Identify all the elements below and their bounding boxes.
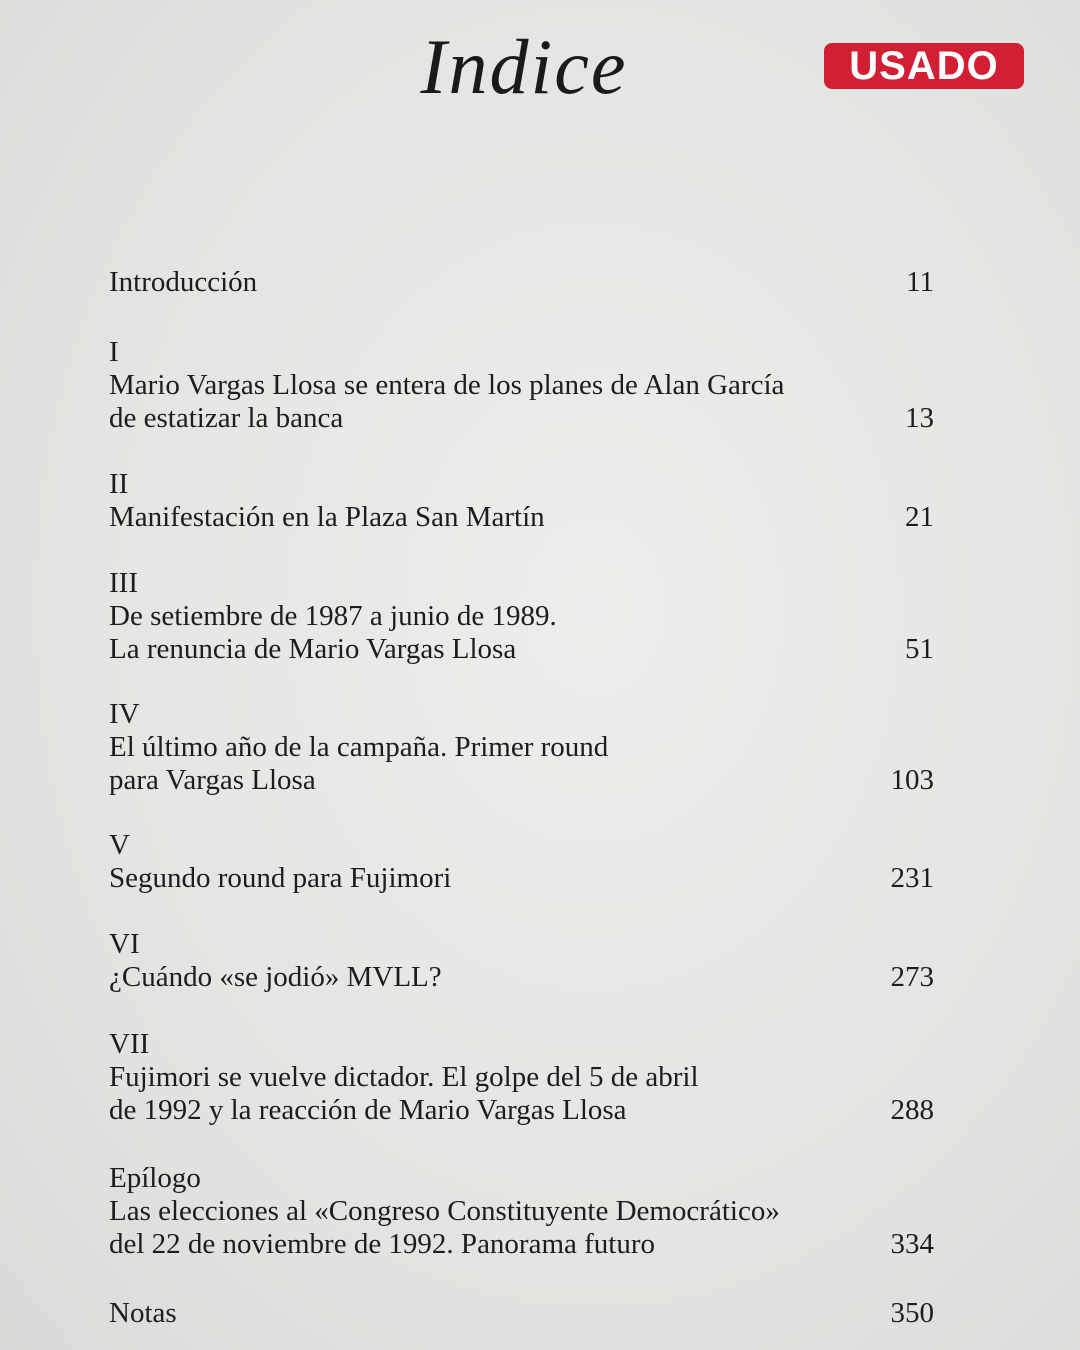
toc-entry-chapter-5 <box>109 829 934 895</box>
toc-page-number: 21 <box>905 501 934 533</box>
toc-entry-title-line: de 1992 y la reacción de Mario Vargas Llosa <box>109 1094 627 1126</box>
toc-entry-title: Introducción <box>109 266 258 298</box>
chapter-numeral: Epílogo <box>109 1162 201 1194</box>
toc-page-number: 334 <box>890 1228 934 1260</box>
toc-entry-chapter-1 <box>109 336 934 435</box>
toc-entry-title-line: Fujimori se vuelve dictador. El golpe del 5 de abril <box>109 1061 699 1093</box>
toc-entry-chapter-7 <box>109 1028 934 1127</box>
toc-entry-introduccion <box>109 266 934 299</box>
toc-page-number: 231 <box>890 862 934 894</box>
toc-page-number: 11 <box>906 266 934 298</box>
toc-entry-title-line: Manifestación en la Plaza San Martín <box>109 501 545 533</box>
toc-page-number: 273 <box>890 961 934 993</box>
chapter-numeral: V <box>109 829 130 861</box>
toc-page-number: 51 <box>905 633 934 665</box>
toc-entry-title-line: del 22 de noviembre de 1992. Panorama futuro <box>109 1228 656 1260</box>
toc-entry-title-line: La renuncia de Mario Vargas Llosa <box>109 633 517 665</box>
toc-entry-title-line: ¿Cuándo «se jodió» MVLL? <box>109 961 442 993</box>
toc-entry-title-line: para Vargas Llosa <box>109 764 316 796</box>
chapter-numeral: VI <box>109 928 140 960</box>
toc-entry-title-line: Las elecciones al «Congreso Constituyente Democrático» <box>109 1195 780 1227</box>
toc-entry-epilogo <box>109 1162 934 1261</box>
toc-entry-chapter-2 <box>109 468 934 534</box>
used-badge: USADO <box>824 43 1024 89</box>
toc-page-number: 103 <box>890 764 934 796</box>
toc-entry-title-line: Mario Vargas Llosa se entera de los planes de Alan García <box>109 369 785 401</box>
toc-page-number: 350 <box>890 1297 934 1329</box>
toc-entry-notas <box>109 1297 934 1330</box>
toc-entry-title-line: de estatizar la banca <box>109 402 344 434</box>
toc-page-number: 288 <box>890 1094 934 1126</box>
toc-entry-title-line: De setiembre de 1987 a junio de 1989. <box>109 600 557 632</box>
toc-entry-chapter-4 <box>109 698 934 797</box>
toc-entry-title: Notas <box>109 1297 177 1329</box>
chapter-numeral: VII <box>109 1028 150 1060</box>
toc-entry-title-line: Segundo round para Fujimori <box>109 862 452 894</box>
page-title: Indice <box>420 23 628 110</box>
chapter-numeral: III <box>109 567 138 599</box>
chapter-numeral: I <box>109 336 119 368</box>
chapter-numeral: IV <box>109 698 140 730</box>
toc-entry-chapter-3 <box>109 567 934 666</box>
chapter-numeral: II <box>109 468 129 500</box>
toc-entry-chapter-6 <box>109 928 934 994</box>
toc-entry-title-line: El último año de la campaña. Primer round <box>109 731 609 763</box>
toc-page-number: 13 <box>905 402 934 434</box>
